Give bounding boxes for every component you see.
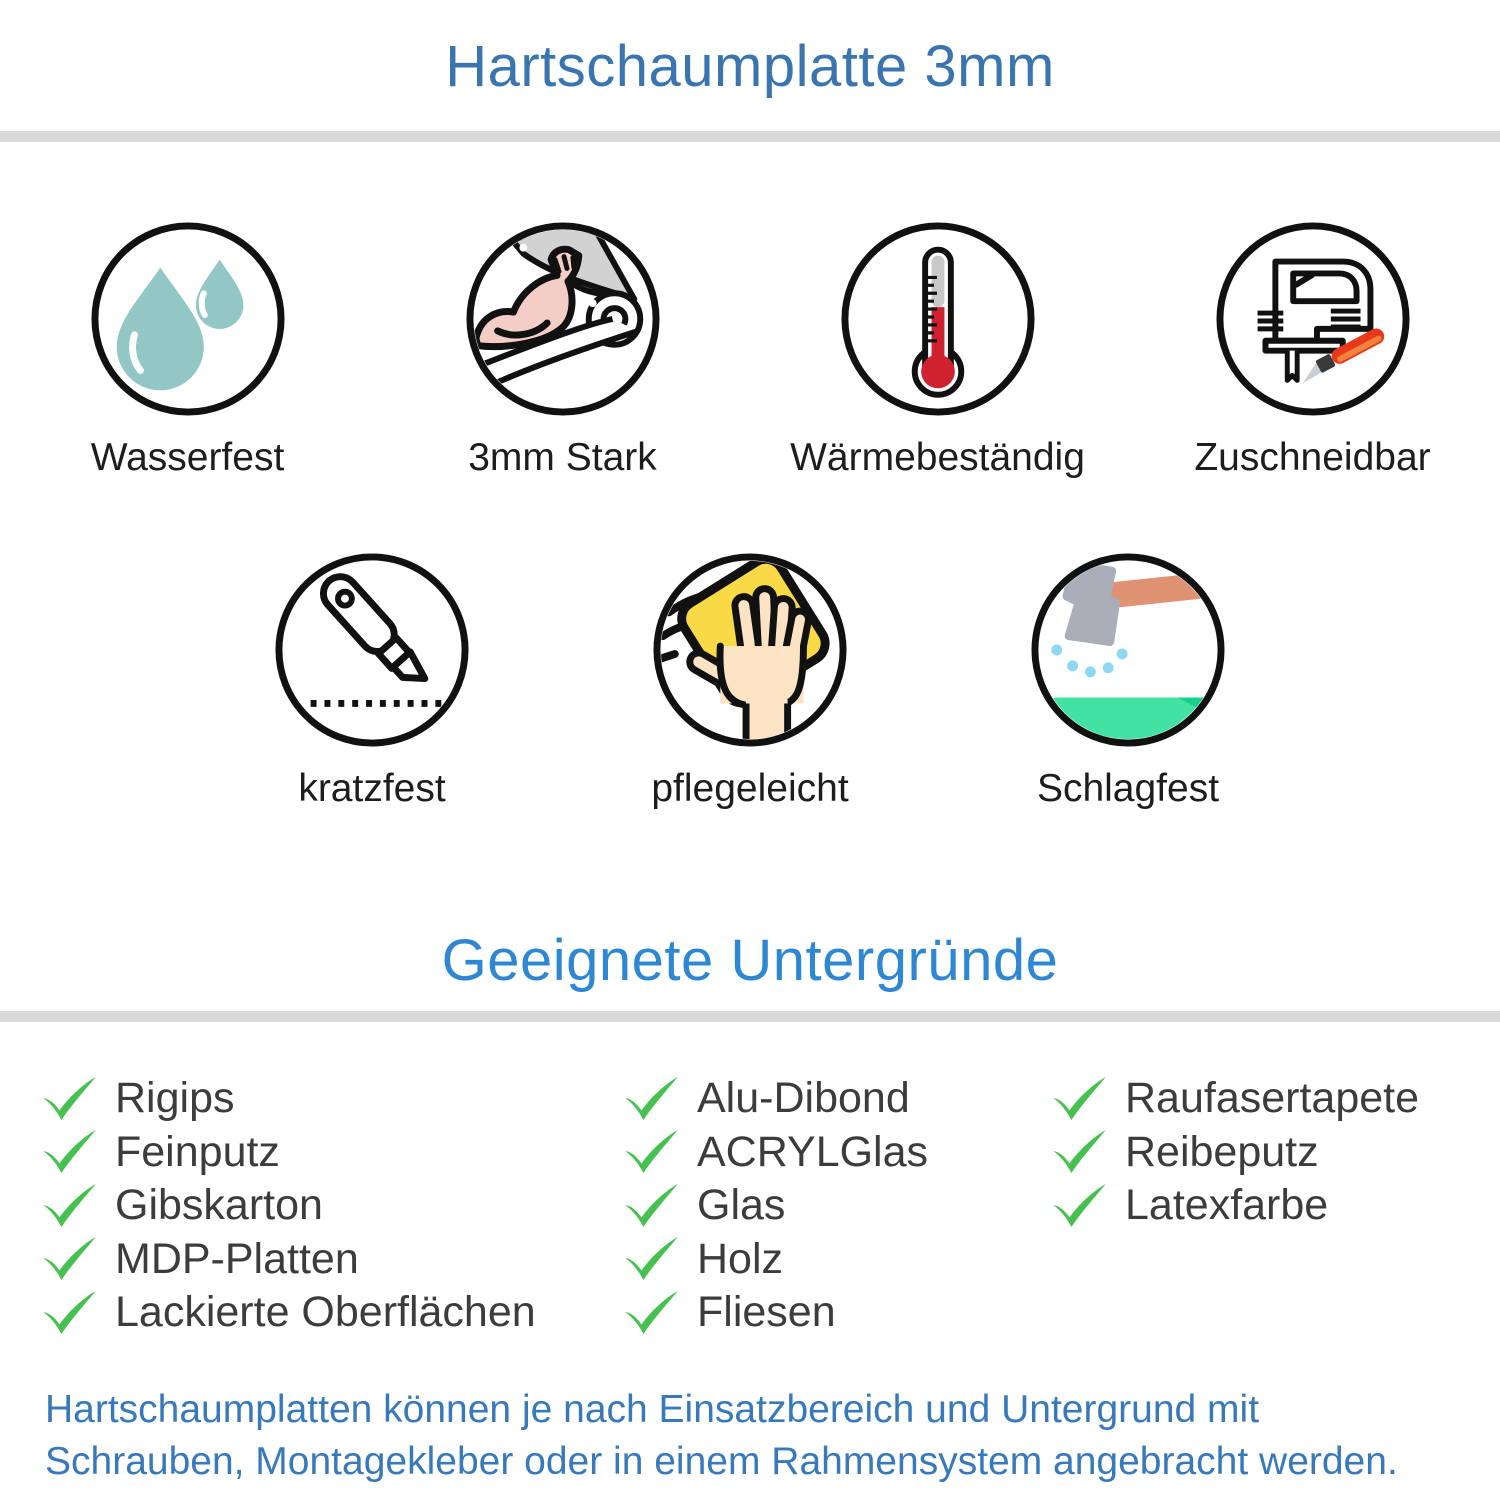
- surface-label: Latexfarbe: [1125, 1181, 1329, 1230]
- cleaning-hand-cloth-icon: [651, 551, 849, 749]
- list-item: [40, 1286, 536, 1340]
- checkmark-icon: [40, 1237, 100, 1281]
- checkmark-icon: [622, 1237, 682, 1281]
- footer-line-1: Hartschaumplatten können je nach Einsatzbereich und Untergrund mit: [45, 1388, 1260, 1431]
- checkmark-icon: [622, 1130, 682, 1174]
- surface-label: ACRYLGlas: [697, 1127, 929, 1176]
- thermometer-icon: [839, 220, 1037, 418]
- surface-label: Holz: [697, 1234, 784, 1283]
- section-title-untergruende: Geeignete Untergründe: [441, 928, 1059, 993]
- list-item: [40, 1233, 536, 1287]
- list-item: [1050, 1179, 1419, 1233]
- muscle-arm-roll-icon: [464, 220, 662, 418]
- feature-row-2: [33, 551, 1467, 811]
- divider-middle: [0, 1011, 1500, 1022]
- checkmark-icon: [40, 1291, 100, 1335]
- surfaces-column-1: [40, 1072, 536, 1340]
- feature-label: pflegeleicht: [651, 767, 849, 810]
- surface-label: Raufasertapete: [1125, 1074, 1420, 1123]
- checkmark-icon: [1050, 1184, 1110, 1228]
- list-item: [1050, 1072, 1419, 1126]
- feature-label: 3mm Stark: [468, 436, 657, 479]
- surface-label: MDP-Platten: [115, 1234, 359, 1283]
- feature-waermebestaendig: [750, 220, 1125, 480]
- feature-label: Schlagfest: [1036, 767, 1220, 810]
- list-item: [40, 1072, 536, 1126]
- feature-label: Zuschneidbar: [1194, 436, 1431, 479]
- surfaces-column-3: [1050, 1072, 1419, 1233]
- surface-label: Glas: [697, 1181, 786, 1230]
- checkmark-icon: [40, 1130, 100, 1174]
- footer-note: [45, 1384, 1485, 1488]
- surface-label: Reibeputz: [1125, 1127, 1319, 1176]
- list-item: [40, 1179, 536, 1233]
- surface-label: Fliesen: [697, 1288, 836, 1337]
- hammer-impact-icon: [1029, 551, 1227, 749]
- feature-label: kratzfest: [298, 767, 446, 810]
- checkmark-icon: [1050, 1077, 1110, 1121]
- feature-zuschneidbar: [1125, 220, 1500, 480]
- list-item: [622, 1233, 928, 1287]
- footer-line-2: Schrauben, Montagekleber oder in einem Rahmensystem angebracht werden.: [45, 1440, 1398, 1483]
- utility-knife-icon: [273, 551, 471, 749]
- list-item: [622, 1286, 928, 1340]
- divider-top: [0, 131, 1500, 142]
- checkmark-icon: [622, 1077, 682, 1121]
- feature-label: Wasserfest: [90, 436, 285, 479]
- checkmark-icon: [40, 1077, 100, 1121]
- feature-kratzfest: [183, 551, 561, 811]
- feature-wasserfest: [0, 220, 375, 480]
- list-item: [1050, 1126, 1419, 1180]
- surface-label: Alu-Dibond: [697, 1074, 910, 1123]
- surface-label: Gibskarton: [115, 1181, 323, 1230]
- feature-row-1: [0, 220, 1500, 480]
- feature-label: Wärmebeständig: [790, 436, 1085, 479]
- feature-pflegeleicht: [561, 551, 939, 811]
- list-item: [622, 1126, 928, 1180]
- checkmark-icon: [622, 1184, 682, 1228]
- jigsaw-cutter-icon: [1214, 220, 1412, 418]
- checkmark-icon: [40, 1184, 100, 1228]
- surface-label: Lackierte Oberflächen: [115, 1288, 536, 1337]
- surface-label: Feinputz: [115, 1127, 280, 1176]
- water-drops-icon: [89, 220, 287, 418]
- surfaces-column-2: [622, 1072, 928, 1340]
- feature-3mm-stark: [375, 220, 750, 480]
- surface-label: Rigips: [115, 1074, 235, 1123]
- list-item: [40, 1126, 536, 1180]
- feature-schlagfest: [939, 551, 1317, 811]
- checkmark-icon: [1050, 1130, 1110, 1174]
- checkmark-icon: [622, 1291, 682, 1335]
- list-item: [622, 1179, 928, 1233]
- list-item: [622, 1072, 928, 1126]
- page-title: Hartschaumplatte 3mm: [445, 34, 1055, 99]
